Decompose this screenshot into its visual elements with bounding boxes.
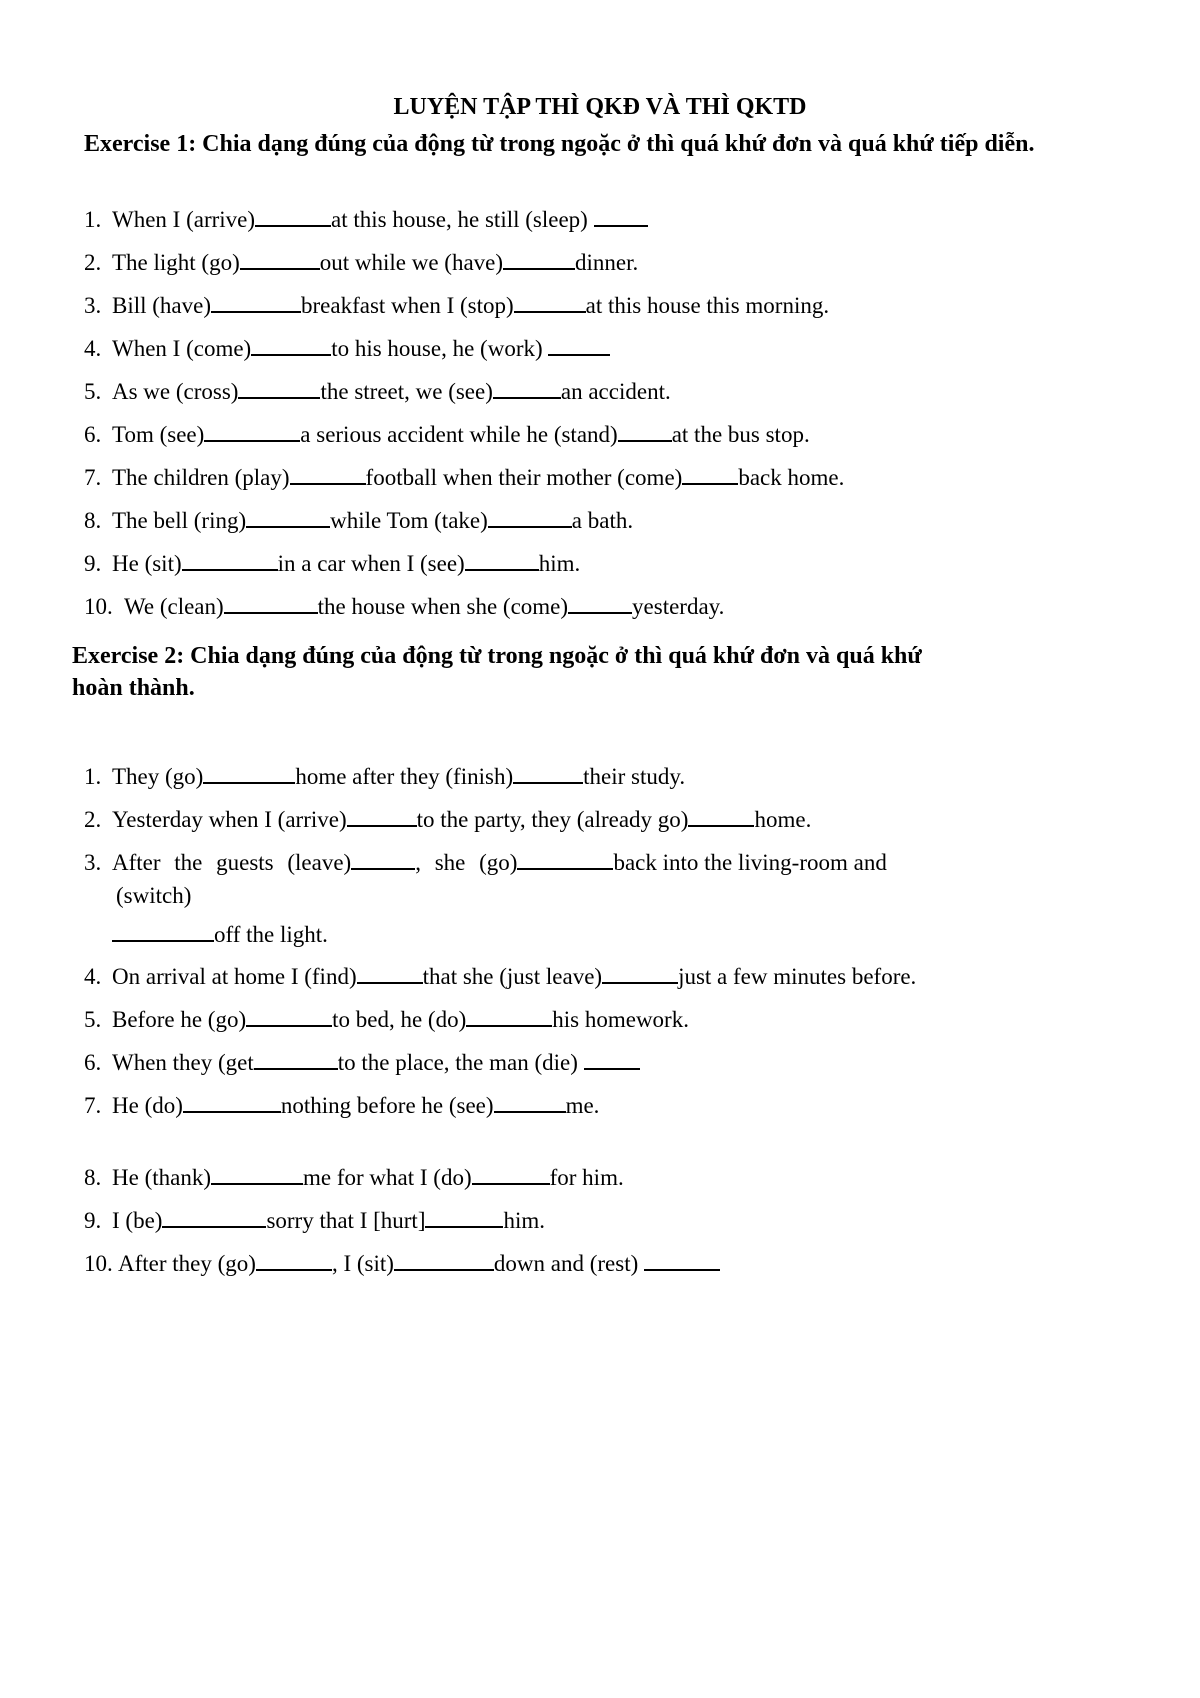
item-text: to the party, they (already go) xyxy=(416,807,689,832)
ex1-item-2 xyxy=(84,248,638,278)
item-text: the street, we (see) xyxy=(320,379,493,404)
ex1-item-1 xyxy=(84,205,648,235)
item-text: him. xyxy=(538,551,581,576)
answer-blank[interactable] xyxy=(162,1206,266,1228)
item-number: 4. xyxy=(84,336,102,361)
answer-blank[interactable] xyxy=(351,848,415,870)
answer-blank[interactable] xyxy=(503,248,575,270)
item-number: 1. xyxy=(84,207,102,232)
ex2-item-3 xyxy=(84,848,887,878)
answer-blank[interactable] xyxy=(251,334,331,356)
item-number: 8. xyxy=(84,508,102,533)
ex2-item-5 xyxy=(84,1005,689,1035)
item-text: sorry that I [hurt] xyxy=(266,1208,426,1233)
item-text: while Tom (take) xyxy=(330,508,488,533)
item-number: 2. xyxy=(84,807,102,832)
item-text: Before he (go) xyxy=(112,1007,247,1032)
item-text: breakfast when I (stop) xyxy=(301,293,514,318)
answer-blank[interactable] xyxy=(290,463,366,485)
item-text: off the light. xyxy=(214,922,328,947)
item-text: He (sit) xyxy=(112,551,182,576)
item-text: When they (get xyxy=(112,1050,254,1075)
item-text: nothing before he (see) xyxy=(280,1093,494,1118)
item-number: 5. xyxy=(84,1007,102,1032)
answer-blank[interactable] xyxy=(347,805,417,827)
answer-blank[interactable] xyxy=(517,848,613,870)
item-text: Bill (have) xyxy=(112,293,211,318)
item-text: He (do) xyxy=(112,1093,183,1118)
item-text: The light (go) xyxy=(112,250,240,275)
answer-blank[interactable] xyxy=(682,463,738,485)
item-text: yesterday. xyxy=(632,594,725,619)
item-text: the house when she (come) xyxy=(317,594,569,619)
item-text: to his house, he (work) xyxy=(331,336,549,361)
answer-blank[interactable] xyxy=(204,420,300,442)
answer-blank[interactable] xyxy=(465,549,539,571)
item-text: at this house this morning. xyxy=(585,293,830,318)
ex2-item-8 xyxy=(84,1163,624,1193)
item-text: to bed, he (do) xyxy=(332,1007,467,1032)
item-text: a bath. xyxy=(571,508,634,533)
item-number: 6. xyxy=(84,422,102,447)
item-number: 8. xyxy=(84,1165,102,1190)
item-text: home after they (finish) xyxy=(295,764,514,789)
item-text: As we (cross) xyxy=(112,379,239,404)
ex2-item-3-continuation xyxy=(112,920,328,950)
answer-blank[interactable] xyxy=(488,506,572,528)
item-number: 3. xyxy=(84,293,102,318)
answer-blank[interactable] xyxy=(246,506,330,528)
item-text: football when their mother (come) xyxy=(365,465,683,490)
item-text: The bell (ring) xyxy=(112,508,247,533)
item-text: for him. xyxy=(549,1165,624,1190)
item-text: Yesterday when I (arrive) xyxy=(112,807,347,832)
answer-blank[interactable] xyxy=(246,1005,332,1027)
item-number: 10. xyxy=(84,594,113,619)
exercise-2-heading-line: hoàn thành. xyxy=(72,675,195,701)
answer-blank[interactable] xyxy=(548,334,610,356)
item-number: 4. xyxy=(84,964,102,989)
item-text: On arrival at home I (find) xyxy=(112,964,357,989)
ex1-item-6 xyxy=(84,420,810,450)
item-text: me. xyxy=(565,1093,600,1118)
item-text: just a few minutes before. xyxy=(678,964,917,989)
answer-blank[interactable] xyxy=(568,592,632,614)
item-number: 5. xyxy=(84,379,102,404)
ex2-item-7 xyxy=(84,1091,599,1121)
answer-blank[interactable] xyxy=(394,1249,494,1271)
item-number: 6. xyxy=(84,1050,102,1075)
item-number: 7. xyxy=(84,1093,102,1118)
answer-blank[interactable] xyxy=(493,377,561,399)
item-text: After the guests (leave) xyxy=(112,850,352,875)
ex1-item-3 xyxy=(84,291,829,321)
answer-blank[interactable] xyxy=(254,1048,338,1070)
answer-blank[interactable] xyxy=(211,291,301,313)
item-number: 1. xyxy=(84,764,102,789)
answer-blank[interactable] xyxy=(238,377,320,399)
answer-blank[interactable] xyxy=(182,549,278,571)
item-text: dinner. xyxy=(575,250,639,275)
item-text: an accident. xyxy=(560,379,671,404)
item-text: When I (come) xyxy=(112,336,252,361)
item-text: his homework. xyxy=(552,1007,689,1032)
answer-blank[interactable] xyxy=(256,1249,332,1271)
item-text: at this house, he still (sleep) xyxy=(331,207,594,232)
item-text: to the place, the man (die) xyxy=(337,1050,584,1075)
ex1-item-8 xyxy=(84,506,633,536)
item-text: that she (just leave) xyxy=(422,964,603,989)
ex1-item-7 xyxy=(84,463,844,493)
item-text: in a car when I (see) xyxy=(277,551,465,576)
ex2-item-4 xyxy=(84,962,916,992)
answer-blank[interactable] xyxy=(255,205,331,227)
item-text: They (go) xyxy=(112,764,204,789)
item-text: home. xyxy=(754,807,812,832)
answer-blank[interactable] xyxy=(644,1249,720,1271)
answer-blank[interactable] xyxy=(240,248,320,270)
item-text: at the bus stop. xyxy=(671,422,810,447)
item-number: 3. xyxy=(84,850,102,875)
answer-blank[interactable] xyxy=(618,420,672,442)
item-text: me for what I (do) xyxy=(303,1165,472,1190)
item-text: down and (rest) xyxy=(493,1251,645,1276)
ex2-item-9 xyxy=(84,1206,545,1236)
ex2-item-1 xyxy=(84,762,685,792)
item-text: back into the living-room and xyxy=(613,850,887,875)
item-text: We (clean) xyxy=(124,594,224,619)
answer-blank[interactable] xyxy=(112,920,214,942)
exercise-2-heading xyxy=(72,640,1152,704)
answer-blank[interactable] xyxy=(494,1091,566,1113)
answer-blank[interactable] xyxy=(224,592,318,614)
item-text: He (thank) xyxy=(112,1165,211,1190)
item-text: After they (go) xyxy=(118,1251,256,1276)
item-text: out while we (have) xyxy=(319,250,504,275)
ex1-item-9 xyxy=(84,549,580,579)
item-number: 9. xyxy=(84,1208,102,1233)
answer-blank[interactable] xyxy=(602,962,678,984)
ex2-item-10 xyxy=(84,1249,720,1279)
answer-blank[interactable] xyxy=(466,1005,552,1027)
exercise-1-heading: Exercise 1: Chia dạng đúng của động từ trong ngoặc ở thì quá khứ đơn và quá khứ tiếp diễn. xyxy=(84,131,1035,157)
answer-blank[interactable] xyxy=(425,1206,503,1228)
answer-blank[interactable] xyxy=(594,205,648,227)
item-number: 10. xyxy=(84,1251,113,1276)
item-text: a serious accident while he (stand) xyxy=(300,422,618,447)
answer-blank[interactable] xyxy=(513,762,583,784)
answer-blank[interactable] xyxy=(203,762,295,784)
ex1-item-4 xyxy=(84,334,610,364)
answer-blank[interactable] xyxy=(514,291,586,313)
page-title: LUYỆN TẬP THÌ QKĐ VÀ THÌ QKTD xyxy=(393,94,807,120)
ex2-item-3-continuation: (switch) xyxy=(116,883,192,908)
item-text: , I (sit) xyxy=(331,1251,394,1276)
item-text: their study. xyxy=(583,764,686,789)
answer-blank[interactable] xyxy=(183,1091,281,1113)
item-text: , she (go) xyxy=(415,850,518,875)
answer-blank[interactable] xyxy=(357,962,423,984)
exercise-2-heading-line: Exercise 2: Chia dạng đúng của động từ trong ngoặc ở thì quá khứ đơn và quá khứ xyxy=(72,643,922,669)
ex1-item-5 xyxy=(84,377,671,407)
answer-blank[interactable] xyxy=(584,1048,640,1070)
item-text: back home. xyxy=(738,465,845,490)
answer-blank[interactable] xyxy=(688,805,754,827)
item-text: Tom (see) xyxy=(112,422,205,447)
ex1-item-10 xyxy=(84,592,724,622)
item-text: I (be) xyxy=(112,1208,163,1233)
item-number: 7. xyxy=(84,465,102,490)
ex2-item-2 xyxy=(84,805,811,835)
item-text: The children (play) xyxy=(112,465,290,490)
answer-blank[interactable] xyxy=(472,1163,550,1185)
item-number: 9. xyxy=(84,551,102,576)
answer-blank[interactable] xyxy=(211,1163,303,1185)
item-text: When I (arrive) xyxy=(112,207,256,232)
item-text: him. xyxy=(503,1208,546,1233)
item-number: 2. xyxy=(84,250,102,275)
ex2-item-6 xyxy=(84,1048,640,1078)
